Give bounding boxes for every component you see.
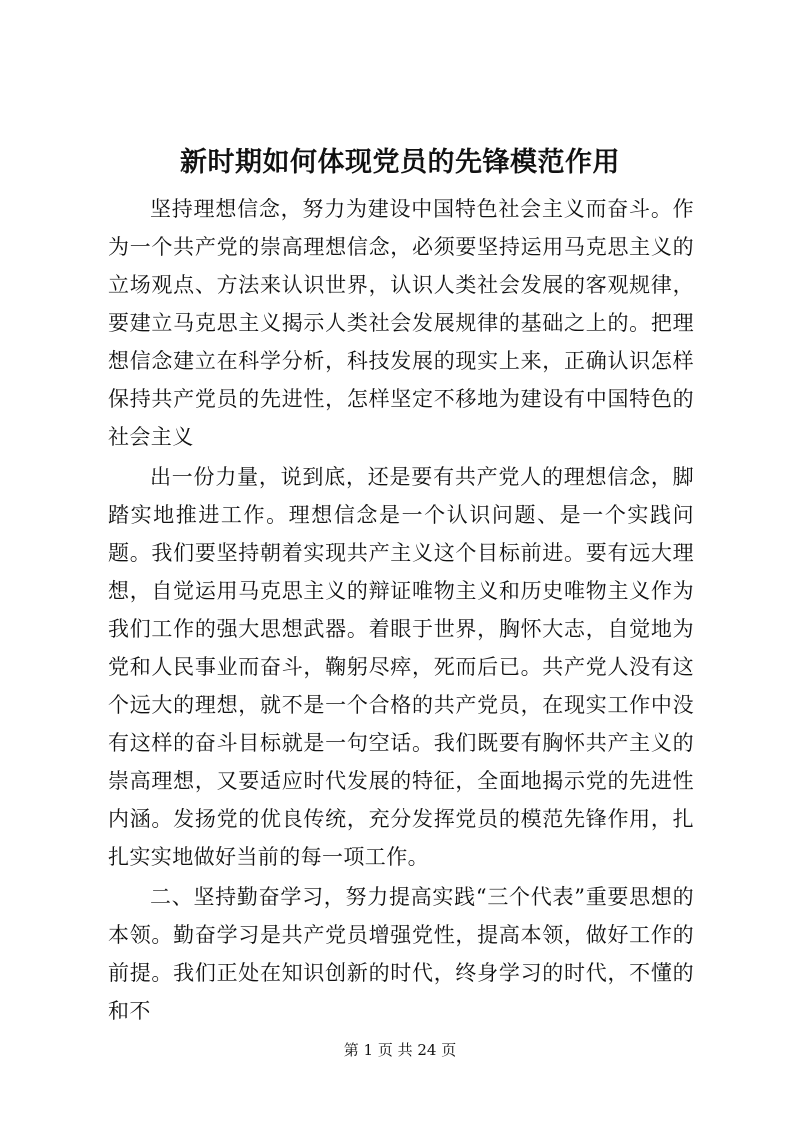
page-title: 新时期如何体现党员的先锋模范作用	[180, 147, 620, 178]
document-body	[108, 190, 694, 1030]
paragraph-2: 出一份力量，说到底，还是要有共产党人的理想信念，脚踏实地推进工作。理想信念是一个认识问题、是一个实践问题。我们要坚持朝着实现共产主义这个目标前进。要有远大理想，自觉运用马克思主义的辩证唯物主义和历史唯物主义作为我们工作的强大思想武器。着眼于世界，胸怀大志，自觉地为党和人民事业而奋斗，鞠躬尽瘁，死而后已。共产党人没有这个远大的理想，就不是一个合格的共产党员，在现实工作中没有这样的奋斗目标就是一句空话。我们既要有胸怀共产主义的崇高理想，又要适应时代发展的特征，全面地揭示党的先进性内涵。发扬党的优良传统，充分发挥党员的模范先锋作用，扎扎实实地做好当前的每一项工作。	[108, 465, 694, 869]
paragraph-3: 二、坚持勤奋学习，努力提高实践“三个代表”重要思想的本领。勤奋学习是共产党员增强党性，提高本领，做好工作的前提。我们正处在知识创新的时代，终身学习的时代，不懂的和不	[108, 885, 694, 1023]
page-number-footer: 第 1 页 共 24 页	[343, 1041, 457, 1059]
paragraph-1: 坚持理想信念，努力为建设中国特色社会主义而奋斗。作为一个共产党的崇高理想信念，必须要坚持运用马克思主义的立场观点、方法来认识世界，认识人类社会发展的客观规律，要建立马克思主义揭示人类社会发展规律的基础之上的。把理想信念建立在科学分析，科技发展的现实上来，正确认识怎样保持共产党员的先进性，怎样坚定不移地为建设有中国特色的社会主义	[108, 197, 694, 449]
